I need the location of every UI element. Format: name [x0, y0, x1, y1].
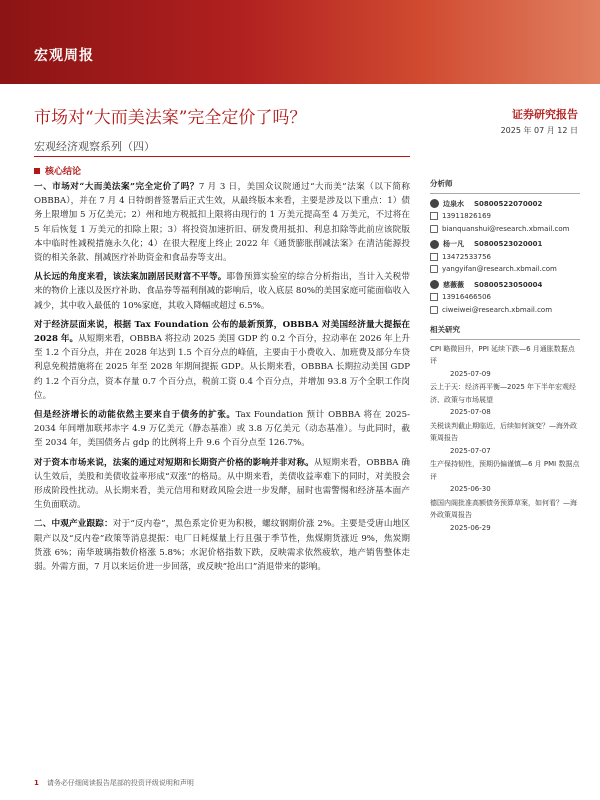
paragraph: 但是经济增长的动能依然主要来自于债务的扩张。Tax Foundation 预计 OBBBA 将在 2025-2034 年间增加联邦赤字 4.9 万亿美元（静态基准）或 3.8 万亿美元（动态基准）。与此同时，截至 2034 年，美国债务占 gdp 的比例将上升 9.6 个百分点至 126.7%。: [34, 410, 410, 449]
related-title[interactable]: 德国内阁批准高额债务预算草案，如何看？—海外政策周报告: [430, 498, 577, 519]
analyst-email[interactable]: ciweiwei@research.xbmail.com: [442, 305, 553, 314]
related-date: 2025-07-07: [450, 446, 491, 455]
title-divider: [34, 156, 410, 157]
related-item[interactable]: [430, 458, 580, 496]
related-title[interactable]: 关税谈判截止期临近，后续如何演变？—海外政策周报告: [430, 421, 577, 442]
sidebar: [430, 178, 580, 535]
analyst-card: [430, 279, 580, 317]
related-title[interactable]: CPI 略微回升，PPI 延续下跌—6 月通胀数据点评: [430, 344, 575, 365]
paragraph: 对于资本市场来说，法案的通过对短期和长期资产价格的影响并非对称。从短期来看，OBBBA 确认生效后，美股和美债收益率形成“双涨”的格局。从中期来看，美债收益率难下的同时，对美股会形成阶段性扰动。从长期来看，美元信用和财政风险会进一步发酵，届时也需警惕和经济基本面产生负面联动。: [34, 457, 410, 511]
related-item[interactable]: [430, 497, 580, 535]
page-title: 市场对“大而美法案”完全定价了吗？: [34, 108, 307, 128]
bullet-square-icon: [34, 168, 40, 174]
report-tag: 证券研究报告: [512, 108, 578, 121]
analyst-card: [430, 238, 580, 276]
analyst-phone: 13911826169: [442, 212, 491, 220]
related-date: 2025-07-08: [450, 408, 491, 416]
page-number: 1: [34, 779, 39, 787]
analyst-name: 杨一凡: [443, 240, 464, 248]
analyst-card: [430, 198, 580, 236]
analyst-name: 慈薇薇: [443, 280, 464, 289]
report-date: 2025 年 07 月 12 日: [500, 126, 578, 135]
analysts-heading: 分析师: [430, 178, 580, 194]
disclaimer-text: 请务必仔细阅读报告尾部的投资评级说明和声明: [46, 779, 194, 787]
page-subtitle: 宏观经济观察系列（四）: [34, 140, 155, 153]
analyst-phone: 13916466506: [442, 293, 491, 301]
related-title[interactable]: 生产保持韧性，预期仍偏谨慎—6 月 PMI 数据点评: [430, 460, 580, 481]
section-heading: 核心结论: [34, 164, 81, 177]
header-banner: [0, 0, 600, 84]
related-heading: 相关研究: [430, 324, 580, 340]
analyst-email[interactable]: bianquanshui@research.xbmail.com: [442, 224, 570, 233]
analyst-name: 边泉水: [443, 199, 464, 208]
related-date: 2025-06-29: [450, 523, 491, 532]
related-date: 2025-07-09: [450, 369, 491, 378]
mail-icon: [430, 225, 438, 233]
related-item[interactable]: [430, 343, 580, 381]
paragraph: 对于经济层面来说，根据 Tax Foundation 公布的最新预算，OBBBA 对美国经济量大提振在 2028 年。从短期来看，OBBBA 将拉动 2025 美国 GDP 约 0.2 个百分，拉动率在 2026 年上升至 1.2 个百分点，并在 2028 年达到 1.5 个百分点的峰值，主要由于小费收入、加班费及部分车贷利息免税措施将在 2025 年至 2028 年期间提振 GDP。从长期来看，OBBBA 长期拉动美国 GDP 约 1.2 个百分点，资本存量 0.7 个百分点，税前工资 0.4 个百分点，并增加 93.8 万个全职工作岗位。: [34, 319, 410, 401]
mail-icon: [430, 265, 438, 273]
report-type: 宏观周报: [34, 48, 94, 64]
analyst-code: S0800522070002: [474, 199, 543, 208]
related-date: 2025-06-30: [450, 485, 491, 493]
paragraph: 一、市场对“大而美法案”完全定价了吗？7 月 3 日，美国众议院通过“大而美”法案（以下简称 OBBBA），并在 7 月 4 日特朗普签署后正式生效，从最终版本来看，主要是涉及以下重点：1）债务上限增加 5 万亿美元；2）州和地方税抵扣上限将由现行的 1 万美元提高至 4 万美元，不过将在 5 年后恢复 1 万美元的扣除上限；3）将投资加速折旧、研发费用抵扣、利息扣除等此前应该院版本中临时性减税措施永久化；4）在很大程度上终止 2022 年《通货膨胀削减法案》在清洁能源投资的相关条款、削减医疗补助资金和食品券等支出。: [34, 182, 410, 264]
paragraph: 二、中观产业跟踪：对于“反内卷”，黑色系定价更为积极，螺纹钢期价涨 2%。主要是受唐山地区限产以及“反内卷”政策等消息提振：电厂日耗煤量上行且强于季节性，焦煤期货涨近 9%，焦炭期货涨 6%；南华玻璃指数价格涨 5.8%；水泥价格指数下跌，反映需求依然疲软，地产销售整体走弱。外需方面，7 月以来运价进一步回落，或反映“抢出口”消退带来的影响。: [34, 519, 410, 573]
phone-icon: [430, 253, 438, 261]
phone-icon: [430, 293, 438, 301]
page-footer: [34, 778, 194, 788]
analyst-code: S0800523020001: [474, 240, 543, 248]
related-item[interactable]: [430, 420, 580, 458]
main-body: [34, 180, 410, 579]
related-item[interactable]: [430, 381, 580, 419]
analyst-code: S0800523050004: [474, 280, 543, 289]
person-icon: [430, 199, 439, 208]
paragraph: 从长远的角度来看，该法案加剧居民财富不平等。耶鲁预算实验室的综合分析指出，当计入关税带来的物价上涨以及医疗补助、食品券等福利削减的影响后，收入底层 80%的美国家庭可能面临收入减少，其中收入最低的 10%家庭，其收入降幅或超过 6.5%。: [34, 272, 410, 311]
related-title[interactable]: 云上于天：经济再平衡—2025 年下半年宏观经济、政策与市场展望: [430, 383, 577, 404]
person-icon: [430, 280, 439, 289]
analyst-email[interactable]: yangyifan@research.xbmail.com: [442, 265, 557, 273]
mail-icon: [430, 306, 438, 314]
analyst-phone: 13472533756: [442, 252, 491, 261]
person-icon: [430, 240, 439, 249]
phone-icon: [430, 212, 438, 220]
